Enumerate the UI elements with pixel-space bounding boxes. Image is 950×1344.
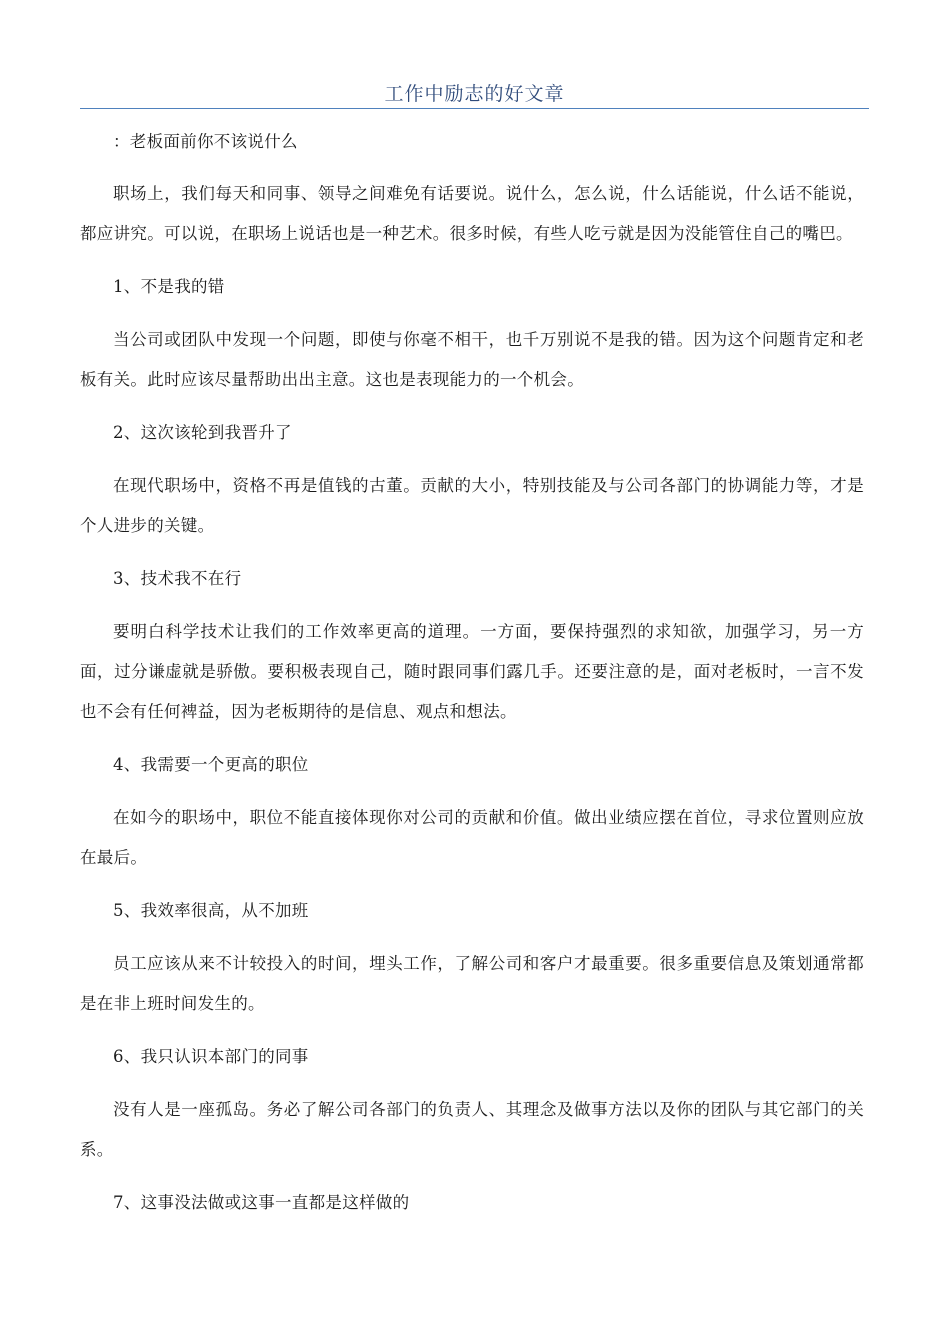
section-heading: 5、我效率很高，从不加班 — [113, 901, 309, 920]
section-body: 当公司或团队中发现一个问题，即使与你毫不相干，也千万别说不是我的错。因为这个问题肯定和老板有关。此时应该尽量帮助出出主意。这也是表现能力的一个机会。 — [80, 330, 864, 389]
document-title: 工作中励志的好文章 — [384, 83, 565, 105]
section-heading: 3、技术我不在行 — [113, 569, 242, 588]
section-heading: 4、我需要一个更高的职位 — [113, 755, 309, 774]
section-body: 没有人是一座孤岛。务必了解公司各部门的负责人、其理念及做事方法以及你的团队与其它部门的关系。 — [80, 1100, 864, 1159]
subtitle: ：老板面前你不该说什么 — [113, 132, 298, 151]
section-body: 在如今的职场中，职位不能直接体现你对公司的贡献和价值。做出业绩应摆在首位，寻求位置则应放在最后。 — [80, 808, 864, 867]
section-heading: 2、这次该轮到我晋升了 — [113, 423, 292, 442]
section-heading: 6、我只认识本部门的同事 — [113, 1047, 309, 1066]
section-body: 员工应该从来不计较投入的时间，埋头工作，了解公司和客户才最重要。很多重要信息及策划通常都是在非上班时间发生的。 — [80, 954, 864, 1013]
section-body: 在现代职场中，资格不再是值钱的古董。贡献的大小，特别技能及与公司各部门的协调能力等，才是个人进步的关键。 — [80, 476, 864, 535]
section-body: 要明白科学技术让我们的工作效率更高的道理。一方面，要保持强烈的求知欲，加强学习，另一方面，过分谦虚就是骄傲。要积极表现自己，随时跟同事们露几手。还要注意的是，面对老板时，一言不发也不会有任何裨益，因为老板期待的是信息、观点和想法。 — [80, 622, 864, 721]
document-body — [80, 122, 864, 1223]
title-underline — [80, 108, 869, 109]
section-heading: 1、不是我的错 — [113, 277, 225, 296]
section-heading: 7、这事没法做或这事一直都是这样做的 — [113, 1193, 410, 1212]
intro-paragraph: 职场上，我们每天和同事、领导之间难免有话要说。说什么，怎么说，什么话能说，什么话不能说，都应讲究。可以说，在职场上说话也是一种艺术。很多时候，有些人吃亏就是因为没能管住自己的嘴巴。 — [80, 184, 864, 243]
